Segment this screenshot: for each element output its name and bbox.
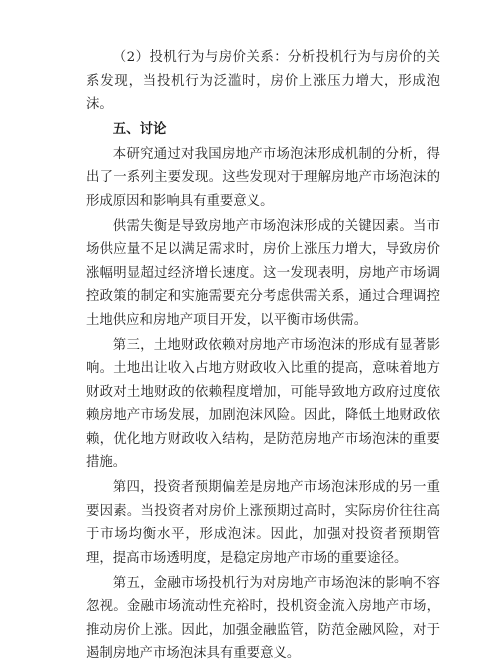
paragraph-discussion-intro: 本研究通过对我国房地产市场泡沫形成机制的分析，得出了一系列主要发现。这些发现对于理解房地产市场泡沫的形成原因和影响具有重要意义。: [86, 146, 440, 209]
paragraph-supply-demand: 供需失衡是导致房地产市场泡沫形成的关键因素。当市场供应量不足以满足需求时，房价上涨压力增大，导致房价涨幅明显超过经济增长速度。这一发现表明，房地产市场调控政策的制定和实施需要充分考虑供需关系，通过合理调控土地供应和房地产项目开发，以平衡市场供需。: [86, 218, 440, 328]
paragraph-financial-speculation: 第五，金融市场投机行为对房地产市场泡沫的影响不容忽视。金融市场流动性充裕时，投机资金流入房地产市场，推动房价上涨。因此，加强金融监管，防范金融风险，对于遏制房地产市场泡沫具有重要意义。: [86, 575, 440, 661]
paragraph-land-finance: 第三，土地财政依赖对房地产市场泡沫的形成有显著影响。土地出让收入占地方财政收入比重的提高，意味着地方财政对土地财政的依赖程度增加，可能导致地方政府过度依赖房地产市场发展，加剧泡沫风险。因此，降低土地财政依赖，优化地方财政收入结构，是防范房地产市场泡沫的重要措施。: [86, 337, 440, 470]
section-heading-discussion: 五、讨论: [112, 121, 167, 137]
paragraph-speculation-price: （2）投机行为与房价关系：分析投机行为与房价的关系发现，当投机行为泛滥时，房价上涨压力增大，形成泡沫。: [86, 50, 440, 112]
paragraph-investor-expectation: 第四，投资者预期偏差是房地产市场泡沫形成的另一重要因素。当投资者对房价上涨预期过高时，实际房价往往高于市场均衡水平，形成泡沫。因此，加强对投资者预期管理，提高市场透明度，是稳定房地产市场的重要途径。: [86, 480, 440, 566]
